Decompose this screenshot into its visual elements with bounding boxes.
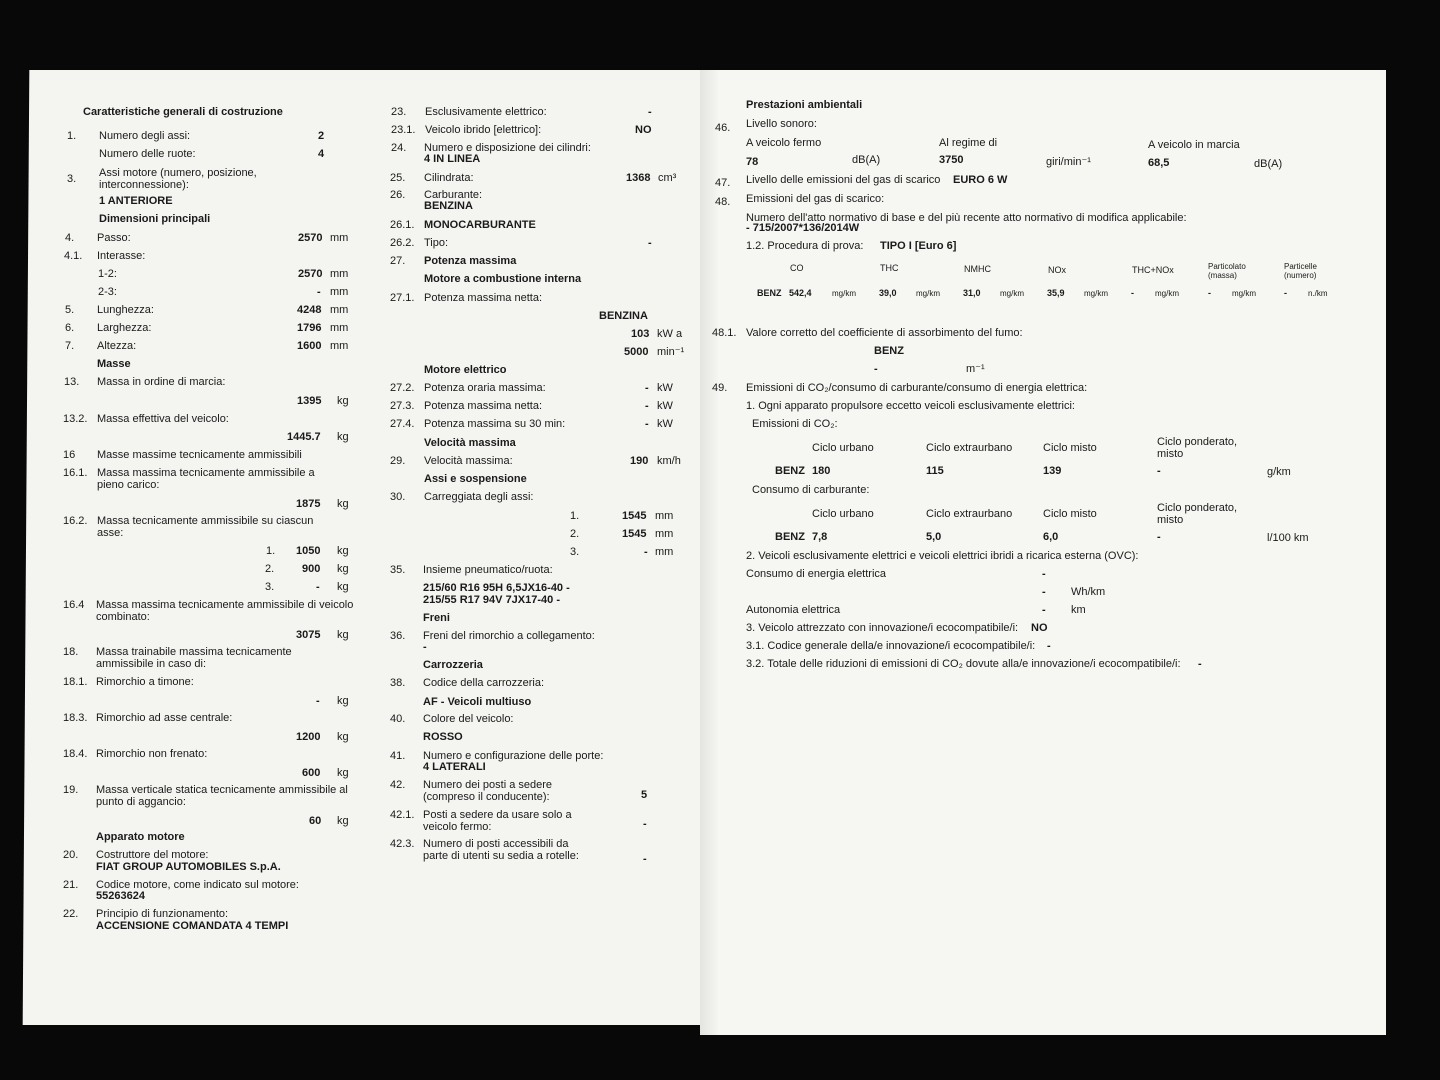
emission-unit: mg/km <box>1232 289 1256 298</box>
item-num: 4.1. <box>64 250 83 262</box>
item-label: Altezza: <box>97 340 137 352</box>
consumption-value: 5,0 <box>926 531 942 543</box>
item-num: 27.3. <box>390 400 415 412</box>
item-label: Assi motore (numero, posizione, interconnessione): <box>99 167 257 191</box>
item-value: 215/60 R16 95H 6,5JX16-40 - <box>423 582 570 594</box>
item-label: 3.2. Totale delle riduzioni di emissioni di CO₂ dovute alla/e innovazione/i ecocompatibile/i: <box>746 658 1181 670</box>
item-num: 48.1. <box>712 327 737 339</box>
page-fold <box>700 70 718 1035</box>
item-label: Massa trainabile massima tecnicamente ammissibile in caso di: <box>96 646 292 670</box>
item-num: 19. <box>63 784 79 796</box>
subheading: Assi e sospensione <box>424 473 527 485</box>
item-num: 27.2. <box>390 382 415 394</box>
item-num: 3. <box>570 546 580 558</box>
item-label: Numero delle ruote: <box>99 148 196 160</box>
item-label: Potenza massima su 30 min: <box>424 418 566 430</box>
cycle-header: Ciclo extraurbano <box>926 508 1013 520</box>
item-value: - <box>1042 604 1046 616</box>
item-value: NO <box>1031 622 1048 634</box>
item-value: - <box>316 695 320 707</box>
item-unit: kW <box>657 418 673 430</box>
subheading: Carrozzeria <box>423 659 483 671</box>
section-heading: Caratteristiche generali di costruzione <box>83 106 283 118</box>
item-num: 16 <box>63 449 76 461</box>
item-label: 1.2. Procedura di prova: <box>746 240 864 252</box>
item-num: 42. <box>390 779 406 791</box>
item-num: 30. <box>390 491 406 503</box>
item-label: Costruttore del motore: <box>96 849 209 861</box>
item-unit: kg <box>337 395 349 407</box>
item-value: 4 <box>318 148 325 160</box>
item-value: NO <box>635 124 652 136</box>
consumption-value: 6,0 <box>1043 531 1059 543</box>
cycle-header: Ciclo extraurbano <box>926 442 1013 454</box>
item-label: Velocità massima: <box>424 455 513 467</box>
emission-value: 35,9 <box>1047 288 1065 298</box>
item-value: ACCENSIONE COMANDATA 4 TEMPI <box>96 920 289 932</box>
noise-value: 68,5 <box>1148 157 1170 169</box>
item-label: Carreggiata degli assi: <box>424 491 534 503</box>
cycle-header: Ciclo ponderato, misto <box>1157 502 1238 526</box>
emission-header: Particelle (numero) <box>1284 262 1317 280</box>
item-label: Numero di posti accessibili da parte di utenti su sedia a rotelle: <box>423 838 579 862</box>
item-label: Emissioni del gas di scarico: <box>746 193 885 205</box>
item-unit: kg <box>337 563 349 575</box>
item-value: AF - Veicoli multiuso <box>423 696 532 708</box>
smoke-unit: m⁻¹ <box>966 363 985 375</box>
item-label: Numero degli assi: <box>99 130 191 142</box>
item-num: 23.1. <box>391 124 416 136</box>
co2-value: - <box>1157 465 1161 477</box>
item-value: - <box>645 382 649 394</box>
item-label: Massa massima tecnicamente ammissibile di veicolo combinato: <box>96 599 354 623</box>
item-value: 1 ANTERIORE <box>99 195 173 207</box>
emission-value: 31,0 <box>963 288 981 298</box>
item-num: 5. <box>65 304 75 316</box>
noise-col-label: Al regime di <box>939 137 998 149</box>
item-unit: kW <box>657 400 673 412</box>
item-value: 1545 <box>622 528 647 540</box>
item-num: 48. <box>715 196 731 208</box>
item-value: 600 <box>302 767 321 779</box>
emission-unit: mg/km <box>1000 289 1024 298</box>
item-num: 7. <box>65 340 75 352</box>
item-unit: kg <box>337 629 349 641</box>
emission-header: CO <box>790 263 804 273</box>
item-label: Potenza oraria massima: <box>424 382 546 394</box>
subheading: Freni <box>423 612 450 624</box>
emission-header: Particolato (massa) <box>1208 262 1246 280</box>
subheading: Apparato motore <box>96 831 185 843</box>
item-num: 27.4. <box>390 418 415 430</box>
item-num: 2. <box>265 563 275 575</box>
item-label: Passo: <box>97 232 131 244</box>
item-label: 3. Veicolo attrezzato con innovazione/i ecocompatibile/i: <box>746 622 1019 634</box>
cycle-header: Ciclo urbano <box>812 508 874 520</box>
emission-unit: mg/km <box>1084 289 1108 298</box>
item-label: Posti a sedere da usare solo a veicolo fermo: <box>423 809 572 833</box>
item-num: 18.1. <box>63 676 88 688</box>
cycle-header: Ciclo misto <box>1043 508 1097 520</box>
item-value: - <box>317 286 321 298</box>
smoke-value: - <box>874 363 878 375</box>
item-num: 4. <box>65 232 75 244</box>
item-num: 6. <box>65 322 75 334</box>
item-num: 20. <box>63 849 79 861</box>
item-label: Emissioni di CO₂: <box>752 418 838 430</box>
item-unit: kg <box>337 545 349 557</box>
item-unit: kg <box>337 731 349 743</box>
item-value: 1395 <box>297 395 322 407</box>
item-unit: km <box>1071 604 1086 616</box>
item-label: Autonomia elettrica <box>746 604 841 616</box>
item-value: 1600 <box>297 340 322 352</box>
item-label: Massa massima tecnicamente ammissibile a pieno carico: <box>97 467 315 491</box>
item-label: 3.1. Codice generale della/e innovazione/i ecocompatibile/i: <box>746 640 1036 652</box>
item-label: MONOCARBURANTE <box>424 219 536 231</box>
item-num: 16.2. <box>63 515 88 527</box>
item-num: 26. <box>390 189 406 201</box>
item-unit: Wh/km <box>1071 586 1106 598</box>
item-value: 3075 <box>296 629 321 641</box>
item-num: 46. <box>715 122 731 134</box>
consumption-value: 7,8 <box>812 531 828 543</box>
item-label: Massa in ordine di marcia: <box>97 376 226 388</box>
item-label: Numero e configurazione delle porte: <box>423 750 604 762</box>
emission-unit: mg/km <box>1155 289 1179 298</box>
noise-col-label: A veicolo fermo <box>746 137 822 149</box>
item-label: Larghezza: <box>97 322 152 334</box>
co2-fuel: BENZ <box>775 465 805 477</box>
item-num: 13.2. <box>63 413 88 425</box>
item-value: 1796 <box>297 322 322 334</box>
item-value: - <box>645 418 649 430</box>
item-value: 1445.7 <box>287 431 321 443</box>
cycle-header: Ciclo urbano <box>812 442 874 454</box>
emission-unit: n./km <box>1308 289 1328 298</box>
emission-value: - <box>1131 288 1134 298</box>
noise-unit: dB(A) <box>1254 158 1283 170</box>
item-value: 2570 <box>298 268 323 280</box>
item-num: 42.1. <box>390 809 415 821</box>
item-value: 5000 <box>624 346 649 358</box>
item-num: 23. <box>391 106 407 118</box>
item-num: 26.2. <box>390 237 415 249</box>
item-label: 1-2: <box>98 268 117 280</box>
item-num: 36. <box>390 630 406 642</box>
item-num: 40. <box>390 713 406 725</box>
emission-header: THC+NOx <box>1132 265 1174 275</box>
item-value: 215/55 R17 94V 7JX17-40 - <box>423 594 560 606</box>
item-num: 16.4 <box>63 599 85 611</box>
item-value: - <box>645 400 649 412</box>
emission-value: 39,0 <box>879 288 897 298</box>
item-value: - <box>643 853 647 865</box>
item-num: 1. <box>266 545 276 557</box>
item-num: 21. <box>63 879 79 891</box>
cycle-header: Ciclo misto <box>1043 442 1097 454</box>
co2-value: 139 <box>1043 465 1062 477</box>
item-label: Massa effettiva del veicolo: <box>97 413 229 425</box>
emission-value: 542,4 <box>789 288 812 298</box>
item-label: Colore del veicolo: <box>423 713 514 725</box>
item-unit: kg <box>337 498 349 510</box>
fuel-label: BENZINA <box>599 310 648 322</box>
emission-header: THC <box>880 263 899 273</box>
item-num: 3. <box>67 173 77 185</box>
subheading: Potenza massima <box>424 255 517 267</box>
emission-fuel: BENZ <box>757 288 782 298</box>
item-num: 27. <box>390 255 406 267</box>
subheading: Masse <box>97 358 131 370</box>
item-unit: cm³ <box>658 172 677 184</box>
item-label: Livello sonoro: <box>746 118 817 130</box>
item-value: 4 IN LINEA <box>424 153 481 165</box>
item-num: 18. <box>63 646 79 658</box>
item-value: - <box>1047 640 1051 652</box>
item-label: Massa tecnicamente ammissibile su ciascun asse: <box>97 515 314 539</box>
smoke-fuel: BENZ <box>874 345 904 357</box>
cycle-header: Ciclo ponderato, misto <box>1157 436 1238 460</box>
item-value: 1875 <box>296 498 321 510</box>
noise-unit: dB(A) <box>852 154 881 166</box>
item-value: 4248 <box>297 304 322 316</box>
item-value: 55263624 <box>96 890 145 902</box>
subheading: Dimensioni principali <box>99 213 211 225</box>
item-unit: kg <box>337 581 349 593</box>
item-value: 1200 <box>296 731 321 743</box>
item-value: - <box>648 237 652 249</box>
item-unit: mm <box>330 232 349 244</box>
item-num: 35. <box>390 564 406 576</box>
item-num: 18.4. <box>63 748 88 760</box>
item-num: 38. <box>390 677 406 689</box>
consumption-value: - <box>1157 531 1161 543</box>
emission-value: - <box>1284 288 1287 298</box>
item-label: Numero dell'atto normativo di base e del più recente atto normativo di modifica applicabile: <box>746 212 1187 224</box>
consumption-unit: l/100 km <box>1267 532 1309 544</box>
item-value: 2 <box>318 130 325 142</box>
item-value: 900 <box>302 563 321 575</box>
item-label: Valore corretto del coefficiente di assorbimento del fumo: <box>746 327 1023 339</box>
co2-value: 115 <box>926 465 944 477</box>
emission-header: NMHC <box>964 264 991 274</box>
item-label: Esclusivamente elettrico: <box>425 106 547 118</box>
emission-unit: mg/km <box>916 289 940 298</box>
item-unit: mm <box>330 340 349 352</box>
item-label: Emissioni di CO₂/consumo di carburante/consumo di energia elettrica: <box>746 382 1088 394</box>
item-value: - <box>1198 658 1202 670</box>
item-label: Livello delle emissioni del gas di scarico <box>746 174 941 186</box>
item-value: 60 <box>309 815 322 827</box>
item-value: FIAT GROUP AUTOMOBILES S.p.A. <box>96 861 281 873</box>
item-label: Cilindrata: <box>424 172 474 184</box>
item-label: 2. Veicoli esclusivamente elettrici e veicoli elettrici ibridi a ricarica esterna (OVC): <box>746 550 1139 562</box>
item-num: 41. <box>390 750 406 762</box>
item-unit: min⁻¹ <box>657 346 685 358</box>
item-num: 29. <box>390 455 406 467</box>
item-label: 1. Ogni apparato propulsore eccetto veicoli esclusivamente elettrici: <box>746 400 1075 412</box>
item-label: Potenza massima netta: <box>424 292 543 304</box>
item-label: Consumo di carburante: <box>752 484 870 496</box>
item-label: Interasse: <box>97 250 146 262</box>
item-label: Lunghezza: <box>97 304 154 316</box>
emission-unit: mg/km <box>832 289 856 298</box>
item-value: 1368 <box>626 172 651 184</box>
item-num: 22. <box>63 908 79 920</box>
item-num: 49. <box>712 382 728 394</box>
item-label: Masse massime tecnicamente ammissibili <box>97 449 302 461</box>
item-num: 27.1. <box>390 292 415 304</box>
item-label: Codice motore, come indicato sul motore: <box>96 879 299 891</box>
item-value: - <box>316 581 320 593</box>
item-value: EURO 6 W <box>953 174 1008 186</box>
item-value: 190 <box>630 455 649 467</box>
item-label: Numero dei posti a sedere (compreso il conducente): <box>423 779 553 803</box>
item-unit: mm <box>330 304 349 316</box>
item-num: 18.3. <box>63 712 88 724</box>
item-unit: kg <box>337 431 349 443</box>
item-unit: kW a <box>657 328 683 340</box>
item-label: Massa verticale statica tecnicamente ammissibile al punto di aggancio: <box>96 784 348 808</box>
item-value: TIPO I [Euro 6] <box>880 240 957 252</box>
item-label: Freni del rimorchio a collegamento: <box>423 630 595 642</box>
item-label: Consumo di energia elettrica <box>746 568 887 580</box>
emission-header: NOx <box>1048 265 1066 275</box>
item-num: 16.1. <box>63 467 88 479</box>
item-unit: mm <box>655 510 674 522</box>
item-label: Tipo: <box>424 237 449 249</box>
item-label: Numero e disposizione dei cilindri: <box>424 142 591 154</box>
item-unit: kg <box>337 695 349 707</box>
emission-value: - <box>1208 288 1211 298</box>
item-value: - <box>1042 568 1046 580</box>
noise-unit: giri/min⁻¹ <box>1046 156 1091 168</box>
item-label: Insieme pneumatico/ruota: <box>423 564 553 576</box>
item-value: 2570 <box>298 232 323 244</box>
co2-value: 180 <box>812 465 831 477</box>
item-unit: km/h <box>657 455 681 467</box>
item-unit: mm <box>330 322 349 334</box>
item-unit: mm <box>330 268 349 280</box>
item-unit: kW <box>657 382 673 394</box>
item-value: BENZINA <box>424 200 473 212</box>
item-num: 42.3. <box>390 838 415 850</box>
item-value: ROSSO <box>423 731 463 743</box>
item-num: 1. <box>570 510 580 522</box>
item-unit: mm <box>330 286 349 298</box>
consumption-fuel: BENZ <box>775 531 805 543</box>
item-num: 47. <box>715 177 731 189</box>
section-heading: Prestazioni ambientali <box>746 99 863 111</box>
item-value: 103 <box>631 328 650 340</box>
item-num: 25. <box>390 172 406 184</box>
item-value: - <box>644 546 648 558</box>
subheading: Motore a combustione interna <box>424 273 582 285</box>
item-label: 2-3: <box>98 286 117 298</box>
co2-unit: g/km <box>1267 466 1291 478</box>
noise-value: 3750 <box>939 154 964 166</box>
item-num: 2. <box>570 528 580 540</box>
item-value: - <box>643 818 647 830</box>
subheading: Motore elettrico <box>424 364 507 376</box>
item-value: 1050 <box>296 545 321 557</box>
item-num: 26.1. <box>390 219 415 231</box>
item-label: Carburante: <box>424 189 483 201</box>
item-num: 3. <box>265 581 275 593</box>
item-value: - <box>423 641 427 653</box>
item-label: Rimorchio a timone: <box>96 676 194 688</box>
item-label: Rimorchio ad asse centrale: <box>96 712 233 724</box>
item-unit: kg <box>337 815 349 827</box>
item-value: 1545 <box>622 510 647 522</box>
item-num: 13. <box>64 376 80 388</box>
item-label: Codice della carrozzeria: <box>423 677 545 689</box>
item-num: 1. <box>67 130 77 142</box>
item-label: Principio di funzionamento: <box>96 908 229 920</box>
item-label: Veicolo ibrido [elettrico]: <box>425 124 542 136</box>
noise-col-label: A veicolo in marcia <box>1148 139 1240 151</box>
noise-value: 78 <box>746 156 759 168</box>
item-value: 5 <box>641 789 648 801</box>
item-num: 24. <box>391 142 407 154</box>
subheading: Velocità massima <box>424 437 516 449</box>
item-unit: kg <box>337 767 349 779</box>
item-unit: mm <box>655 546 674 558</box>
item-value: - <box>1042 586 1046 598</box>
item-label: Rimorchio non frenato: <box>96 748 208 760</box>
item-label: Potenza massima netta: <box>424 400 543 412</box>
item-value: 4 LATERALI <box>423 761 486 773</box>
item-unit: mm <box>655 528 674 540</box>
item-value: - 715/2007*136/2014W <box>746 222 860 234</box>
item-value: - <box>648 106 652 118</box>
